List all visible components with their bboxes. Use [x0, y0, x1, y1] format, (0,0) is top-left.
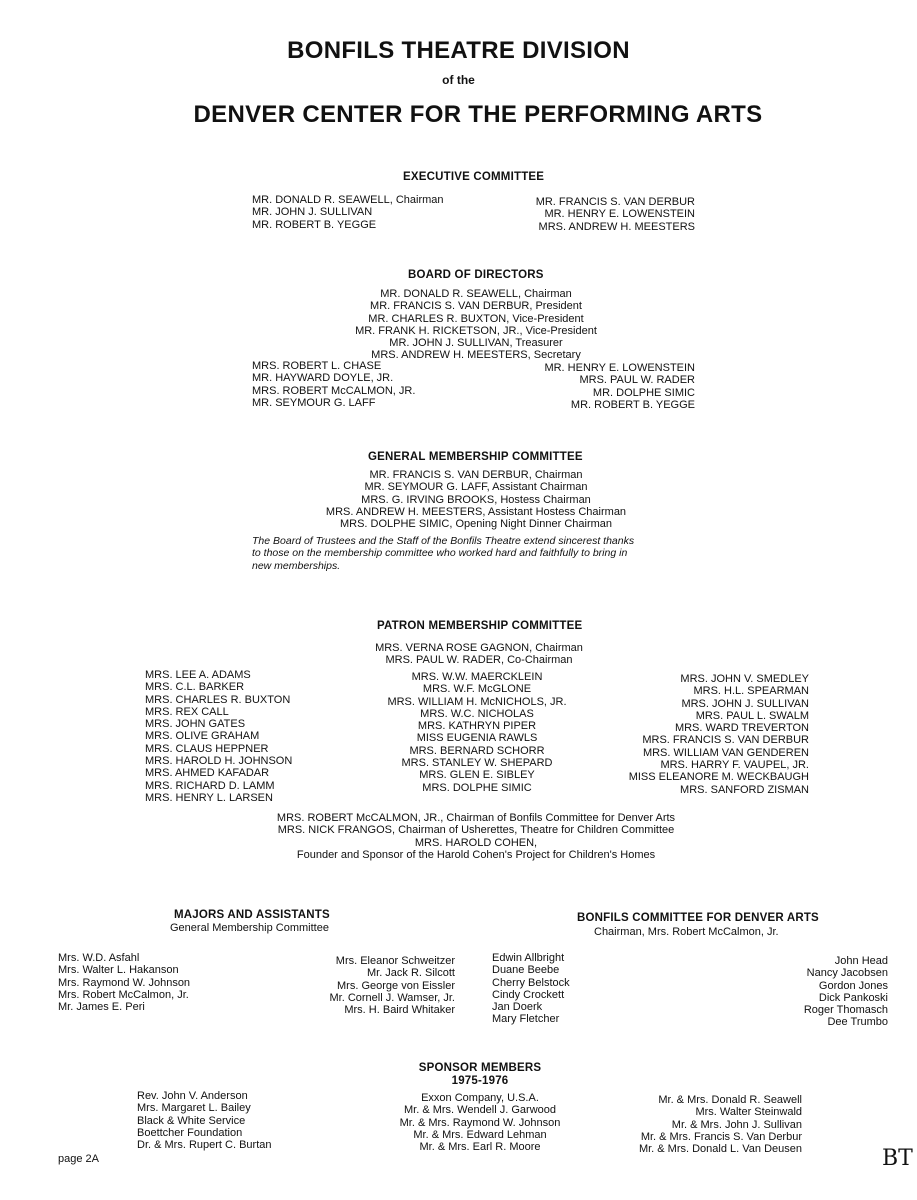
patron-chairs-list [329, 642, 629, 667]
list-item: MRS. ROBERT McCALMON, JR., Chairman of Bonfils Committee for Denver Arts [276, 812, 676, 824]
list-item: MRS. WILLIAM H. McNICHOLS, JR. [387, 695, 567, 708]
list-item: MR. FRANCIS S. VAN DERBUR [535, 196, 695, 208]
list-item: MRS. GLEN E. SIBLEY [419, 769, 535, 782]
list-item: Dr. & Mrs. Rupert C. Burtan [137, 1139, 272, 1152]
of-the-label: of the [442, 73, 475, 87]
majors-title: MAJORS AND ASSISTANTS [174, 909, 330, 921]
list-item: MRS. JOHN J. SULLIVAN [681, 697, 809, 710]
bcda-title: BONFILS COMMITTEE FOR DENVER ARTS [577, 912, 819, 924]
list-item: Cindy Crockett [492, 988, 565, 1001]
list-item: Mr. & Mrs. Earl R. Moore [419, 1141, 541, 1154]
list-item: Mrs. H. Baird Whitaker [344, 1004, 455, 1017]
patron-right-list [570, 673, 809, 796]
board-left-list [252, 360, 415, 409]
list-item: Roger Thomasch [803, 1004, 888, 1017]
list-item: Mr. & Mrs. Francis S. Van Derbur [640, 1130, 802, 1143]
list-item: MR. HENRY E. LOWENSTEIN [544, 362, 695, 374]
list-item: Mrs. George von Eissler [337, 979, 455, 992]
general-committee-title: GENERAL MEMBERSHIP COMMITTEE [368, 451, 583, 463]
majors-left-list [58, 952, 190, 1013]
bcda-right-list [750, 955, 888, 1029]
list-item: Mr. & Mrs. Edward Lehman [413, 1128, 547, 1141]
sponsor-left-list [137, 1090, 271, 1151]
board-officers-list [276, 288, 676, 362]
list-item: MRS. ANDREW H. MEESTERS [538, 220, 695, 233]
list-item: MISS EUGENIA RAWLS [416, 732, 538, 745]
list-item: MRS. ANDREW H. MEESTERS, Secretary [371, 349, 581, 362]
list-item: MRS. ANDREW H. MEESTERS, Assistant Hostess Chairman [325, 505, 627, 518]
list-item: MR. ROBERT B. YEGGE [252, 218, 377, 231]
list-item: MRS. CHARLES R. BUXTON [145, 693, 291, 706]
list-item: Mr. & Mrs. John J. Sullivan [671, 1118, 802, 1131]
list-item: MR. FRANCIS S. VAN DERBUR, Chairman [369, 469, 583, 481]
note-line: to those on the membership committee who worked hard and faithfully to bring in [252, 547, 628, 560]
list-item: MRS. BERNARD SCHORR [409, 744, 545, 757]
list-item: MR. HENRY E. LOWENSTEIN [544, 208, 695, 221]
list-item: Nancy Jacobsen [806, 967, 888, 980]
majors-right-list [290, 955, 455, 1016]
list-item: MRS. DOLPHE SIMIC, Opening Night Dinner Chairman [339, 518, 613, 531]
majors-subtitle: General Membership Committee [170, 922, 329, 934]
list-item: MRS. HAROLD H. JOHNSON [145, 755, 293, 768]
list-item: MRS. VERNA ROSE GAGNON, Chairman [375, 642, 583, 654]
list-item: Mrs. Walter Steinwald [695, 1106, 802, 1119]
sponsor-middle-list [365, 1092, 595, 1153]
list-item: MRS. C.L. BARKER [145, 681, 245, 694]
list-item: Dee Trumbo [827, 1016, 888, 1029]
list-item: MRS. STANLEY W. SHEPARD [401, 757, 553, 770]
patron-committee-title: PATRON MEMBERSHIP COMMITTEE [377, 620, 583, 632]
list-item: MRS. AHMED KAFADAR [145, 767, 270, 780]
bt-logo-mark: BT [882, 1146, 913, 1171]
list-item: Jan Doerk [492, 1001, 543, 1014]
sponsor-right-list [600, 1094, 802, 1155]
list-item: Dick Pankoski [818, 991, 888, 1004]
list-item: MR. ROBERT B. YEGGE [570, 398, 695, 411]
executive-committee-title: EXECUTIVE COMMITTEE [403, 171, 545, 183]
list-item: MRS. HAROLD COHEN, [414, 836, 538, 849]
list-item: Duane Beebe [492, 964, 560, 977]
bcda-left-list [492, 952, 570, 1026]
list-item: Gordon Jones [818, 979, 888, 992]
list-item: MRS. WILLIAM VAN GENDEREN [642, 746, 809, 759]
list-item: Mrs. W.D. Asfahl [58, 952, 140, 964]
list-item: Founder and Sponsor of the Harold Cohen's Project for Children's Homes [296, 848, 656, 861]
list-item: Mary Fletcher [492, 1013, 560, 1026]
list-item: MR. DONALD R. SEAWELL, Chairman [380, 288, 572, 300]
list-item: Mr. Cornell J. Wamser, Jr. [329, 991, 455, 1004]
list-item: MRS. W.W. MAERCKLEIN [411, 671, 543, 683]
page-title: BONFILS THEATRE DIVISION [287, 37, 630, 64]
list-item: Mr. James E. Peri [58, 1001, 145, 1014]
note-line: The Board of Trustees and the Staff of the Bonfils Theatre extend sincerest thanks [252, 535, 635, 547]
list-item: Mrs. Margaret L. Bailey [137, 1102, 251, 1115]
list-item: MR. SEYMOUR G. LAFF, Assistant Chairman [364, 481, 588, 494]
list-item: MRS. PAUL L. SWALM [695, 709, 809, 722]
thanks-note [252, 535, 634, 572]
list-item: MRS. PAUL W. RADER, Co-Chairman [385, 654, 573, 667]
list-item: MRS. W.C. NICHOLAS [420, 707, 534, 720]
list-item: Rev. John V. Anderson [137, 1090, 248, 1102]
list-item: Mr. & Mrs. Wendell J. Garwood [403, 1104, 556, 1117]
list-item: MRS. FRANCIS S. VAN DERBUR [642, 734, 809, 747]
list-item: MR. JOHN J. SULLIVAN, Treasurer [389, 337, 563, 350]
list-item: MR. DOLPHE SIMIC [592, 386, 695, 399]
list-item: Mrs. Walter L. Hakanson [58, 964, 179, 977]
list-item: Mr. & Mrs. Raymond W. Johnson [399, 1116, 561, 1129]
list-item: MRS. KATHRYN PIPER [417, 720, 537, 733]
list-item: MR. CHARLES R. BUXTON, Vice-President [368, 312, 584, 325]
patron-footer-list [226, 812, 726, 861]
list-item: Mr. & Mrs. Donald R. Seawell [658, 1094, 802, 1106]
list-item: MR. JOHN J. SULLIVAN [252, 206, 373, 219]
list-item: MRS. REX CALL [145, 705, 229, 718]
sponsor-title: SPONSOR MEMBERS [418, 1062, 542, 1074]
bcda-subtitle: Chairman, Mrs. Robert McCalmon, Jr. [594, 926, 779, 938]
list-item: MRS. OLIVE GRAHAM [145, 730, 260, 743]
list-item: MRS. DOLPHE SIMIC [422, 781, 532, 794]
list-item: MRS. WARD TREVERTON [674, 722, 809, 735]
list-item: MRS. NICK FRANGOS, Chairman of Usherettes, Theatre for Children Committee [277, 824, 675, 837]
list-item: MR. DONALD R. SEAWELL, Chairman [252, 194, 444, 206]
page-number: page 2A [58, 1153, 99, 1165]
board-title: BOARD OF DIRECTORS [408, 269, 544, 281]
list-item: Mr. Jack R. Silcott [366, 967, 455, 980]
list-item: Exxon Company, U.S.A. [421, 1092, 539, 1104]
executive-left-list [252, 194, 444, 231]
list-item: MR. FRANCIS S. VAN DERBUR, President [370, 300, 582, 313]
list-item: Mrs. Robert McCalmon, Jr. [58, 988, 189, 1001]
list-item: MRS. HENRY L. LARSEN [145, 791, 273, 804]
list-item: John Head [834, 955, 888, 967]
page-subtitle: DENVER CENTER FOR THE PERFORMING ARTS [193, 101, 763, 128]
list-item: MISS ELEANORE M. WECKBAUGH [628, 771, 809, 784]
list-item: MRS. PAUL W. RADER [579, 374, 695, 387]
executive-right-list [450, 196, 695, 233]
list-item: MRS. W.F. McGLONE [422, 683, 532, 696]
list-item: Mrs. Eleanor Schweitzer [335, 955, 455, 967]
list-item: MRS. RICHARD D. LAMM [145, 779, 275, 792]
list-item: MRS. LEE A. ADAMS [145, 669, 251, 681]
list-item: MRS. H.L. SPEARMAN [693, 685, 809, 698]
list-item: MRS. ROBERT L. CHASE [252, 360, 382, 372]
patron-middle-list [347, 671, 607, 794]
board-right-list [450, 362, 695, 411]
list-item: Boettcher Foundation [137, 1126, 243, 1139]
list-item: MRS. SANFORD ZISMAN [680, 783, 809, 796]
list-item: MRS. JOHN V. SMEDLEY [680, 673, 809, 685]
note-line: new memberships. [252, 559, 341, 572]
list-item: MRS. CLAUS HEPPNER [145, 742, 269, 755]
general-committee-list [256, 469, 696, 530]
list-item: Mrs. Raymond W. Johnson [58, 976, 191, 989]
list-item: MRS. JOHN GATES [145, 718, 246, 731]
list-item: MR. FRANK H. RICKETSON, JR., Vice-President [355, 324, 597, 337]
patron-left-list [145, 669, 292, 804]
list-item: Cherry Belstock [492, 976, 570, 989]
list-item: MR. SEYMOUR G. LAFF [252, 396, 376, 409]
list-item: MRS. HARRY F. VAUPEL, JR. [660, 759, 809, 772]
list-item: MRS. G. IRVING BROOKS, Hostess Chairman [361, 493, 591, 506]
list-item: Mr. & Mrs. Donald L. Van Deusen [638, 1143, 802, 1156]
list-item: Edwin Allbright [492, 952, 565, 964]
sponsor-years: 1975-1976 [451, 1075, 509, 1087]
list-item: Black & White Service [137, 1114, 246, 1127]
list-item: MRS. ROBERT McCALMON, JR. [252, 384, 416, 397]
list-item: MR. HAYWARD DOYLE, JR. [252, 372, 394, 385]
